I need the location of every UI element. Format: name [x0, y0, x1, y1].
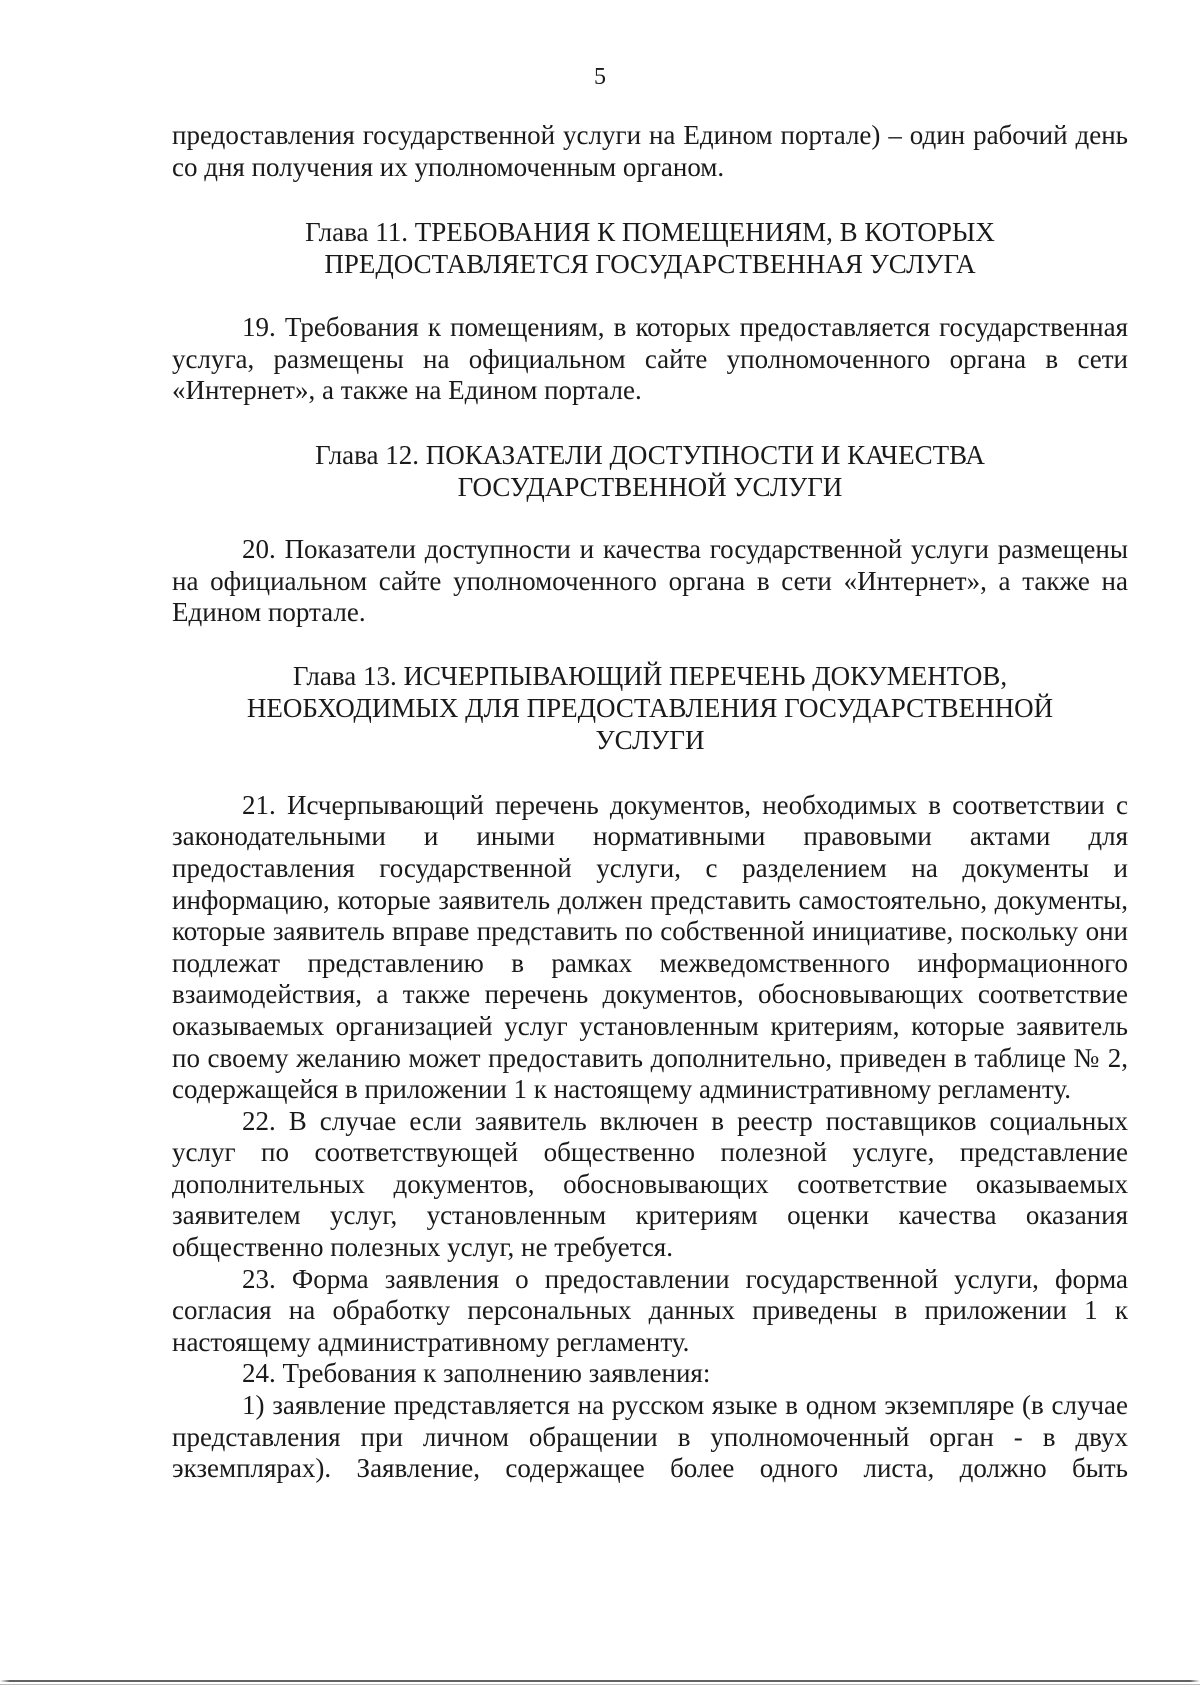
scan-bottom-edge-shadow	[0, 1684, 1200, 1685]
page-number: 5	[594, 64, 606, 90]
document-body	[172, 120, 1128, 1485]
paragraph-19: 19. Требования к помещениям, в которых предоставляется государственная услуга, размещены на официальном сайте уполномоченного органа в сети «Интернет», а также на Едином портале.	[172, 312, 1128, 406]
paragraph-24-item-1: 1) заявление представляется на русском языке в одном экземпляре (в случае представления при личном обращении в уполномоченный орган - в двух экземплярах). Заявление, содержащее более одного листа, должно быть	[172, 1390, 1128, 1484]
paragraph-24: 24. Требования к заполнению заявления:	[242, 1358, 711, 1389]
paragraph-21: 21. Исчерпывающий перечень документов, необходимых в соответствии с законодательными и иными нормативными правовыми актами для предоставления государственной услуги, с разделением на документы и информацию, которые заявитель должен представить самостоятельно, документы, которые заявитель вправе представить по собственной инициативе, поскольку они подлежат представлению в рамках межведомственного информационного взаимодействия, а также перечень документов, обосновывающих соответствие оказываемых организацией услуг установленным критериям, которые заявитель по своему желанию может предоставить дополнительно, приведен в таблице № 2, содержащейся в приложении 1 к настоящему административному регламенту.	[172, 789, 1128, 1105]
scan-bottom-edge	[0, 1680, 1200, 1682]
chapter-11-title-line-2: ПРЕДОСТАВЛЯЕТСЯ ГОСУДАРСТВЕННАЯ УСЛУГА	[324, 249, 976, 280]
chapter-11-heading	[172, 216, 1128, 280]
chapter-13-title-line-1: Глава 13. ИСЧЕРПЫВАЮЩИЙ ПЕРЕЧЕНЬ ДОКУМЕНТОВ,	[292, 660, 1008, 691]
paragraph-20: 20. Показатели доступности и качества государственной услуги размещены на официальном сайте уполномоченного органа в сети «Интернет», а также на Едином портале.	[172, 533, 1128, 628]
chapter-12-title-line-1: Глава 12. ПОКАЗАТЕЛИ ДОСТУПНОСТИ И КАЧЕСТВА	[315, 439, 985, 470]
chapter-13-title-line-3: УСЛУГИ	[595, 724, 705, 755]
chapter-13-heading	[172, 660, 1128, 756]
chapter-11-title-line-1: Глава 11. ТРЕБОВАНИЯ К ПОМЕЩЕНИЯМ, В КОТОРЫХ	[305, 217, 995, 248]
chapter-12-heading	[172, 439, 1128, 503]
paragraph-22: 22. В случае если заявитель включен в реестр поставщиков социальных услуг по соответствующей общественно полезной услуге, представление дополнительных документов, обосновывающих соответствие оказываемых заявителем услуг, установленным критериям оценки качества оказания общественно полезных услуг, не требуется.	[172, 1105, 1128, 1263]
paragraph-continuation: предоставления государственной услуги на Едином портале) – один рабочий день со дня получения их уполномоченным органом.	[172, 120, 1128, 182]
chapter-13-title-line-2: НЕОБХОДИМЫХ ДЛЯ ПРЕДОСТАВЛЕНИЯ ГОСУДАРСТВЕННОЙ	[246, 692, 1054, 723]
paragraph-23: 23. Форма заявления о предоставлении государственной услуги, форма согласия на обработку персональных данных приведены в приложении 1 к настоящему административному регламенту.	[172, 1263, 1128, 1357]
chapter-12-title-line-2: ГОСУДАРСТВЕННОЙ УСЛУГИ	[457, 471, 843, 502]
